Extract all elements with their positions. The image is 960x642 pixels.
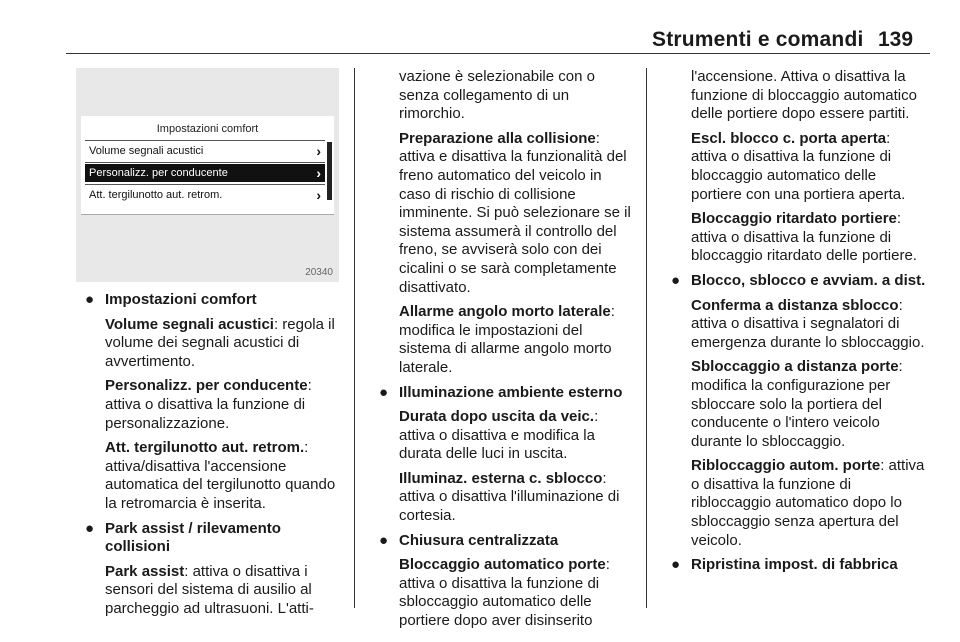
- column-1: [85, 291, 341, 625]
- bullet-icon: ●: [379, 383, 389, 401]
- description: : attiva e disattiva la funzionalità del freno automatico del veicolo in caso di rischio di collisione imminente. Si può selezionare se il sistema assumerà il controllo del freno, se avviserà solo con dei cicalini o se sarà completamente disattivato.: [399, 129, 631, 296]
- item-heading: Impostazioni comfort: [105, 291, 257, 308]
- divider: [85, 140, 325, 141]
- description: : regola il volume dei segnali acustici di avvertimento.: [105, 315, 335, 370]
- menu-row-label: Personalizz. per conducente: [89, 167, 228, 179]
- menu-row-label: Att. tergilunotto aut. retrom.: [89, 189, 223, 201]
- menu-row-selected: [85, 164, 325, 182]
- term: Ribloccaggio autom. porte: [691, 457, 881, 475]
- bullet-icon: ●: [85, 291, 95, 308]
- page-number: 139: [878, 28, 914, 51]
- bullet-icon: ●: [379, 531, 389, 549]
- term: Bloccaggio ritardato portiere: [691, 210, 897, 228]
- term: Allarme angolo morto laterale: [399, 303, 611, 321]
- list-item: [85, 291, 341, 514]
- bullet-icon: ●: [671, 271, 681, 289]
- term: Durata dopo uscita da veic.: [399, 408, 595, 426]
- item-heading: Illuminazione ambiente esterno: [399, 383, 623, 401]
- description: : attiva o disattiva l'illuminazione di cortesia.: [399, 469, 620, 525]
- menu-row: [85, 142, 325, 160]
- column-2: [379, 68, 634, 637]
- description: : attiva o disattiva la funzione di bloccaggio ritardato delle portiere.: [691, 210, 917, 265]
- term: Park assist: [105, 562, 185, 580]
- term: Personalizz. per conducente: [105, 377, 308, 395]
- description: : attiva o disattiva la funzione di bloccaggio automatico delle portiere con una portiera aperta.: [691, 129, 906, 203]
- chevron-right-icon: ›: [316, 165, 321, 181]
- figure-code: 20340: [305, 267, 333, 278]
- description: : attiva o disattiva la funzione di ribloccaggio automatico dopo lo sbloccaggio senza apertura del veicolo.: [691, 457, 925, 549]
- figure-comfort-settings: [76, 68, 339, 282]
- column-divider: [646, 68, 647, 608]
- menu-row-label: Volume segnali acustici: [89, 145, 204, 157]
- header-rule: [66, 53, 930, 54]
- screen-title: Impostazioni comfort: [156, 123, 259, 135]
- list-item: [671, 556, 927, 575]
- bullet-icon: ●: [85, 519, 95, 537]
- column-divider: [354, 68, 355, 608]
- term: Volume segnali acustici: [105, 315, 274, 333]
- item-heading: Ripristina impost. di fabbrica: [691, 556, 898, 574]
- divider: [85, 162, 325, 163]
- list-item: [379, 383, 634, 526]
- continued-text: l'accensione. Attiva o disattiva la funzione di bloccaggio automatico delle portiere dopo essere partiti.: [691, 68, 917, 123]
- description: : attiva o disattiva e modifica la durata delle luci in uscita.: [399, 408, 599, 463]
- item-heading: Blocco, sblocco e avviam. a dist.: [691, 271, 926, 289]
- chevron-right-icon: ›: [316, 143, 321, 159]
- description: : attiva o disattiva la funzione di personalizzazione.: [105, 377, 312, 432]
- term: Escl. blocco c. porta aperta: [691, 129, 887, 147]
- term: Illuminaz. esterna c. sblocco: [399, 469, 603, 487]
- display-screen: [81, 116, 334, 215]
- term: Preparazione alla collisione: [399, 129, 596, 147]
- list-item: [85, 519, 341, 619]
- description: : attiva o disattiva la funzione di sbloccaggio automatico delle portiere dopo aver disinserito: [399, 556, 610, 630]
- item-heading: Chiusura centralizzata: [399, 531, 559, 549]
- term: Att. tergilunotto aut. retrom.: [105, 439, 305, 457]
- description: : attiva/disattiva l'accensione automatica del tergilunotto quando la retromarcia è inserita.: [105, 439, 336, 512]
- list-item: [671, 271, 927, 550]
- item-heading: Park assist / rilevamento collisioni: [105, 519, 281, 556]
- section-title: Strumenti e comandi: [652, 28, 864, 51]
- description: : attiva o disattiva i sensori del sistema di ausilio al parcheggio ad ultrasuoni. L'atti-: [105, 562, 314, 617]
- term: Bloccaggio automatico porte: [399, 556, 606, 574]
- list-item: [379, 531, 634, 631]
- description: : attiva o disattiva i segnalatori di emergenza durante lo sbloccaggio.: [691, 296, 925, 351]
- menu-row: [85, 186, 325, 204]
- term: Sbloccaggio a distanza porte: [691, 358, 899, 376]
- scrollbar-indicator: [327, 142, 332, 200]
- description: : modifica le impostazioni del sistema di allarme angolo morto laterale.: [399, 303, 615, 376]
- column-3: [671, 68, 927, 581]
- bullet-icon: ●: [671, 556, 681, 574]
- description: : modifica la configurazione per sbloccare solo la portiera del conducente o l'intero veicolo durante lo sbloccaggio.: [691, 358, 903, 450]
- continued-text: vazione è selezionabile con o senza collegamento di un rimorchio.: [399, 68, 595, 123]
- term: Conferma a distanza sblocco: [691, 296, 899, 314]
- divider: [85, 184, 325, 185]
- chevron-right-icon: ›: [316, 187, 321, 203]
